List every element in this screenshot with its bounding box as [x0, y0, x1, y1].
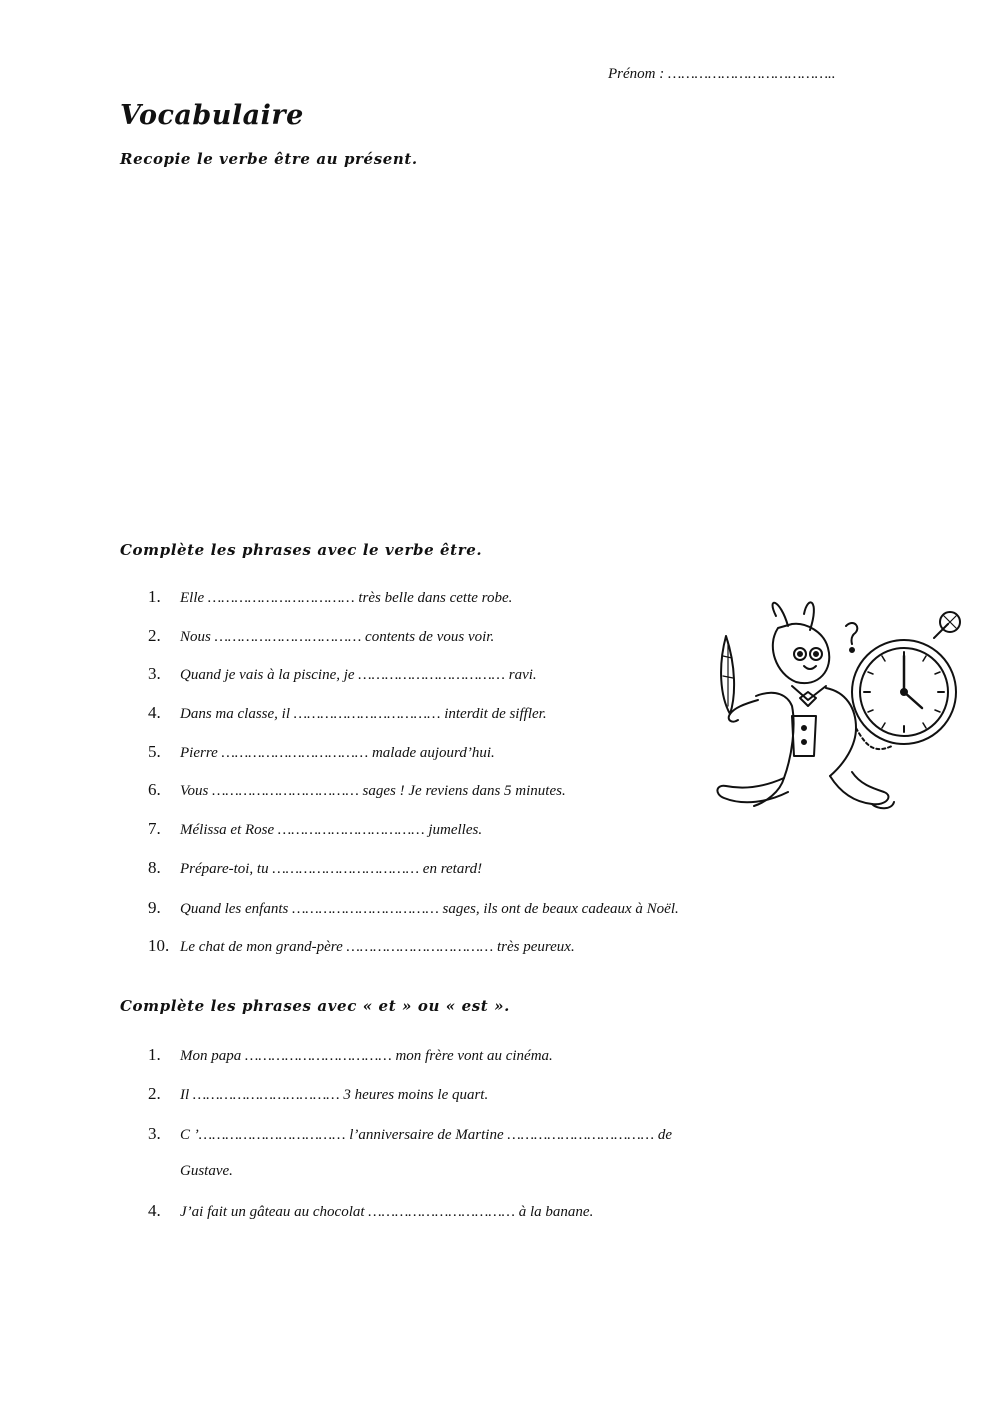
- item-sentence[interactable]: Mon papa …………………………… mon frère vont au cinéma.: [180, 1048, 553, 1064]
- exercise3-item-4: [148, 1201, 593, 1221]
- item-number: 4.: [148, 1201, 161, 1220]
- item-number: 5.: [148, 742, 161, 761]
- item-sentence[interactable]: Quand je vais à la piscine, je …………………………… ravi.: [180, 667, 537, 683]
- item-sentence[interactable]: Le chat de mon grand-père …………………………… très peureux.: [180, 939, 575, 955]
- item-sentence[interactable]: Pierre …………………………… malade aujourd’hui.: [180, 745, 495, 761]
- exercise2-item-1: [148, 587, 512, 607]
- item-number: 1.: [148, 587, 161, 606]
- item-number: 4.: [148, 703, 161, 722]
- item-number: 10.: [148, 936, 170, 955]
- exercise2-item-8: [148, 858, 482, 878]
- item-sentence[interactable]: Dans ma classe, il …………………………… interdit de siffler.: [180, 706, 547, 722]
- item-number: 9.: [148, 898, 161, 917]
- item-sentence[interactable]: Vous …………………………… sages ! Je reviens dans 5 minutes.: [180, 783, 566, 799]
- exercise3-item-1: [148, 1045, 553, 1065]
- item-number: 6.: [148, 780, 161, 799]
- item-sentence[interactable]: Elle …………………………… très belle dans cette robe.: [180, 590, 513, 606]
- item-number: 2.: [148, 1084, 161, 1103]
- exercise2-item-7: [148, 819, 482, 839]
- exercise3-item-3-continuation: [148, 1163, 233, 1180]
- section3-heading: Complète les phrases avec « et » ou « est ».: [120, 997, 510, 1015]
- exercise2-item-9: [148, 898, 679, 918]
- exercise3-item-2: [148, 1084, 488, 1104]
- item-sentence[interactable]: Quand les enfants …………………………… sages, ils ont de beaux cadeaux à Noël.: [180, 901, 679, 917]
- item-sentence[interactable]: Nous …………………………… contents de vous voir.: [180, 629, 495, 645]
- exercise3-item-3: [148, 1124, 672, 1144]
- item-number: 7.: [148, 819, 161, 838]
- item-sentence[interactable]: Prépare-toi, tu …………………………… en retard!: [180, 861, 483, 877]
- rabbit-with-pocket-watch-icon: [696, 596, 964, 830]
- item-sentence[interactable]: C ’…………………………… l’anniversaire de Martine …………………………… de: [180, 1127, 672, 1143]
- item-number: 8.: [148, 858, 161, 877]
- item-sentence: Gustave.: [180, 1163, 233, 1179]
- prenom-field[interactable]: Prénom : ………………………………..: [608, 66, 836, 82]
- exercise2-item-4: [148, 703, 547, 723]
- item-number: 2.: [148, 626, 161, 645]
- item-number: 3.: [148, 1124, 161, 1143]
- page-title: Vocabulaire: [120, 100, 304, 131]
- item-number: 1.: [148, 1045, 161, 1064]
- section2-heading: Complète les phrases avec le verbe être.: [120, 541, 483, 559]
- exercise2-item-3: [148, 664, 537, 684]
- exercise2-item-2: [148, 626, 494, 646]
- item-number: 3.: [148, 664, 161, 683]
- exercise2-item-10: [148, 936, 575, 956]
- section1-heading: Recopie le verbe être au présent.: [120, 150, 418, 168]
- item-sentence[interactable]: Mélissa et Rose …………………………… jumelles.: [180, 822, 483, 838]
- item-sentence[interactable]: J’ai fait un gâteau au chocolat …………………………… à la banane.: [180, 1204, 594, 1220]
- exercise2-item-5: [148, 742, 495, 762]
- item-sentence[interactable]: Il …………………………… 3 heures moins le quart.: [180, 1087, 489, 1103]
- exercise2-item-6: [148, 780, 566, 800]
